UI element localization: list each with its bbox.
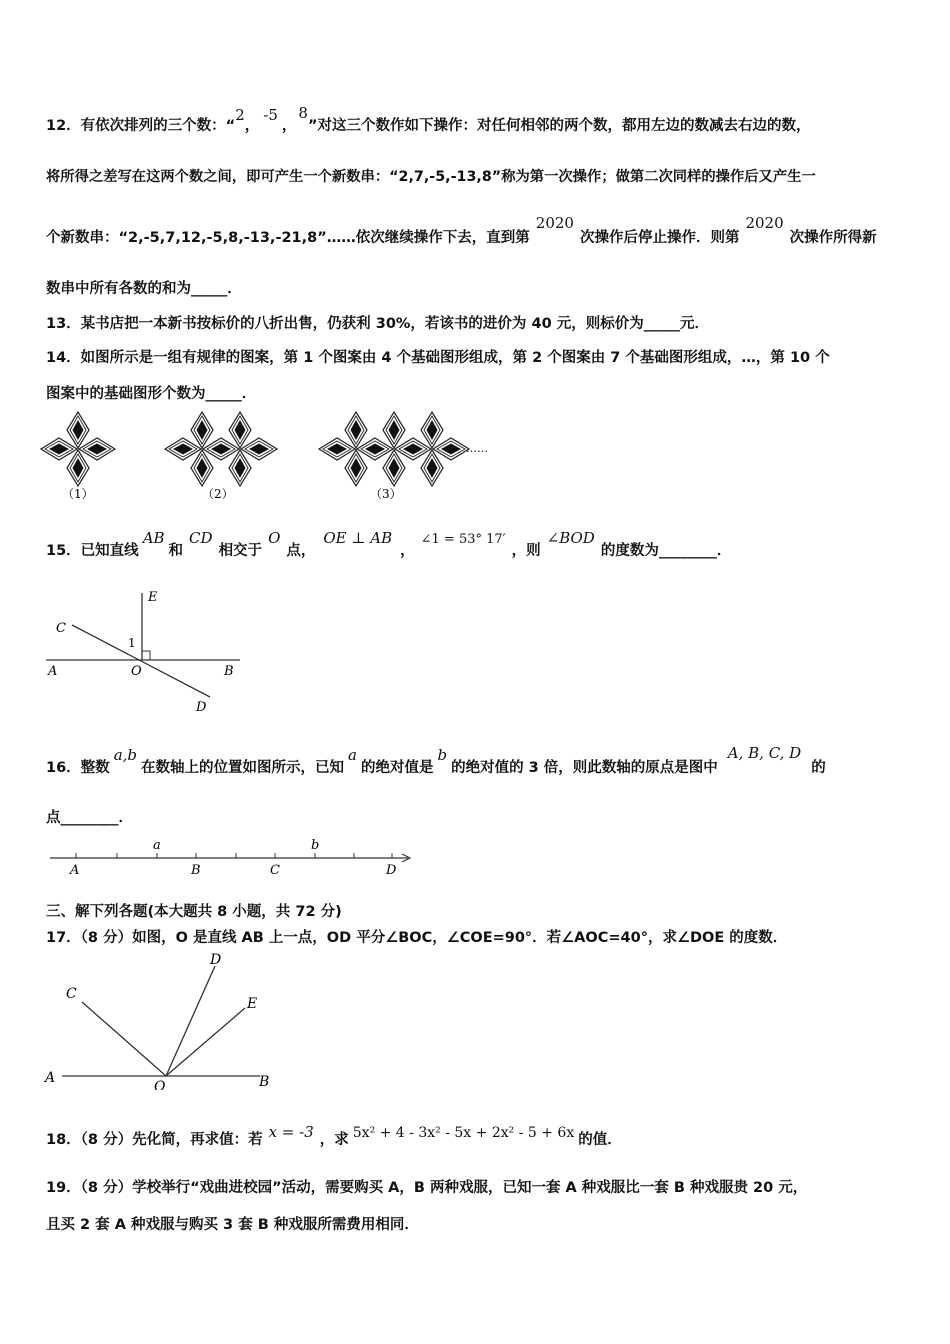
q16-t1: 16．整数 bbox=[46, 760, 110, 776]
q14-line1: 14．如图所示是一组有规律的图案，第 1 个图案由 4 个基础图形组成，第 2 个图案由 7 个基础图形组成，…，第 10 个 bbox=[46, 350, 830, 366]
q16-t4: 的绝对值的 3 倍，则此数轴的原点是图中 bbox=[451, 760, 718, 776]
q15-label-E: E bbox=[148, 590, 158, 605]
q18-math-x: x = -3 bbox=[268, 1123, 314, 1141]
q16-t2: 在数轴上的位置如图所示，已知 bbox=[141, 760, 345, 776]
pattern-3 bbox=[319, 412, 469, 486]
q15-t5: ， bbox=[400, 543, 415, 559]
q15-t4: 点， bbox=[286, 543, 316, 559]
pattern-1 bbox=[41, 412, 115, 486]
q15-math-o: O bbox=[268, 529, 281, 547]
q12-comma2: ， bbox=[281, 118, 297, 134]
q18-t3: 的值． bbox=[578, 1132, 622, 1148]
q12-num2: -5 bbox=[263, 106, 278, 124]
q16-t5: 的 bbox=[811, 760, 826, 776]
q16-math-abcd: A, B, C, D bbox=[727, 744, 802, 762]
q18-line bbox=[46, 1123, 622, 1149]
q15-t1: 15．已知直线 bbox=[46, 543, 139, 559]
q14-line2: 图案中的基础图形个数为_____． bbox=[46, 386, 257, 402]
q18-t2: ，求 bbox=[319, 1132, 349, 1148]
pattern-label-1: （1） bbox=[62, 487, 94, 501]
q17-label-B: B bbox=[259, 1074, 270, 1090]
pattern-2 bbox=[165, 412, 277, 486]
q18-t1: 18．（8 分）先化简，再求值：若 bbox=[46, 1132, 263, 1148]
q16-math-a: a bbox=[348, 746, 357, 764]
q12-line2: 将所得之差写在这两个数之间，即可产生一个新数串：“2,7,-5,-13,8”称为第一次操作；做第二次同样的操作后又产生一 bbox=[46, 169, 816, 185]
q12-num1: 2 bbox=[235, 106, 245, 124]
q15-label-O: O bbox=[131, 664, 142, 679]
q16-math-b: b bbox=[437, 746, 448, 764]
q15-math-bod: ∠BOD bbox=[546, 529, 595, 547]
pattern-dots: …… bbox=[466, 442, 488, 455]
q12-year2: 2020 bbox=[745, 214, 784, 232]
q12-line3-c: 次操作所得新 bbox=[789, 230, 877, 246]
q16-line2: 点________． bbox=[46, 810, 133, 826]
q15-figure bbox=[40, 585, 260, 715]
q15-t7: 的度数为________． bbox=[600, 543, 732, 559]
q15-line bbox=[46, 529, 732, 560]
q15-math-ab: AB bbox=[142, 529, 165, 547]
axis-label-B: B bbox=[191, 863, 201, 878]
q17-figure bbox=[40, 950, 290, 1090]
q17-label-C: C bbox=[66, 986, 77, 1002]
q17-label-O: O bbox=[154, 1079, 166, 1090]
q12-line3 bbox=[46, 214, 877, 247]
axis-label-A: A bbox=[70, 863, 80, 878]
q12-comma1: ， bbox=[244, 118, 260, 134]
q15-label-B: B bbox=[224, 664, 234, 679]
q17-label-A: A bbox=[45, 1070, 56, 1086]
q16-math-ab: a,b bbox=[113, 746, 138, 764]
q15-t3: 相交于 bbox=[218, 543, 263, 559]
q15-label-1: 1 bbox=[128, 636, 136, 650]
q12-line1 bbox=[46, 104, 811, 135]
q15-label-A: A bbox=[48, 664, 58, 679]
q19-line2: 且买 2 套 A 种戏服与购买 3 套 B 种戏服所需费用相同． bbox=[46, 1217, 419, 1233]
pattern-label-2: （2） bbox=[202, 487, 234, 501]
q12-prefix: 12．有依次排列的三个数：“ bbox=[46, 118, 236, 134]
q12-num3: 8 bbox=[298, 104, 308, 122]
axis-label-D: D bbox=[386, 863, 397, 878]
q15-label-C: C bbox=[56, 621, 66, 636]
q13-text: 13．某书店把一本新书按标价的八折出售，仍获利 30%，若该书的进价为 40 元，则标价为_____元． bbox=[46, 316, 709, 332]
q19-line1: 19．（8 分）学校举行“戏曲进校园”活动，需要购买 A，B 两种戏服，已知一套 A 种戏服比一套 B 种戏服贵 20 元， bbox=[46, 1180, 808, 1196]
axis-label-C: C bbox=[270, 863, 280, 878]
q12-suffix: ”对这三个数作如下操作：对任何相邻的两个数，都用左边的数减去右边的数， bbox=[307, 118, 811, 134]
q15-label-D: D bbox=[196, 700, 207, 715]
q12-line3-a: 个新数串：“2,-5,7,12,-5,8,-13,-21,8”……依次继续操作下去，直到第 bbox=[46, 230, 530, 246]
q14-pattern-figure bbox=[40, 410, 500, 505]
q12-line4: 数串中所有各数的和为_____． bbox=[46, 281, 242, 297]
q15-math-oe-ab: OE ⊥ AB bbox=[323, 529, 393, 547]
q16-number-line bbox=[46, 832, 416, 880]
q17-label-E: E bbox=[247, 996, 258, 1012]
q18-expression: 5x² + 4 - 3x² - 5x + 2x² - 5 + 6x bbox=[352, 1125, 575, 1141]
q15-math-cd: CD bbox=[189, 529, 213, 547]
section3-title: 三、解下列各题(本大题共 8 小题，共 72 分) bbox=[46, 904, 342, 920]
q12-year1: 2020 bbox=[535, 214, 574, 232]
q17-text: 17．（8 分）如图，O 是直线 AB 上一点，OD 平分∠BOC，∠COE=90°．若∠AOC=40°，求∠DOE 的度数． bbox=[46, 930, 788, 946]
pattern-label-3: （3） bbox=[370, 487, 402, 501]
axis-label-a: a bbox=[153, 838, 161, 853]
q15-t6: ，则 bbox=[511, 543, 541, 559]
q12-line3-b: 次操作后停止操作．则第 bbox=[579, 230, 740, 246]
axis-label-b: b bbox=[311, 838, 320, 853]
q17-label-D: D bbox=[210, 952, 222, 968]
q16-t3: 的绝对值是 bbox=[360, 760, 434, 776]
q16-line1 bbox=[46, 744, 826, 777]
q15-math-angle1: ∠1 = 53° 17′ bbox=[420, 532, 506, 547]
q15-t2: 和 bbox=[168, 543, 184, 559]
